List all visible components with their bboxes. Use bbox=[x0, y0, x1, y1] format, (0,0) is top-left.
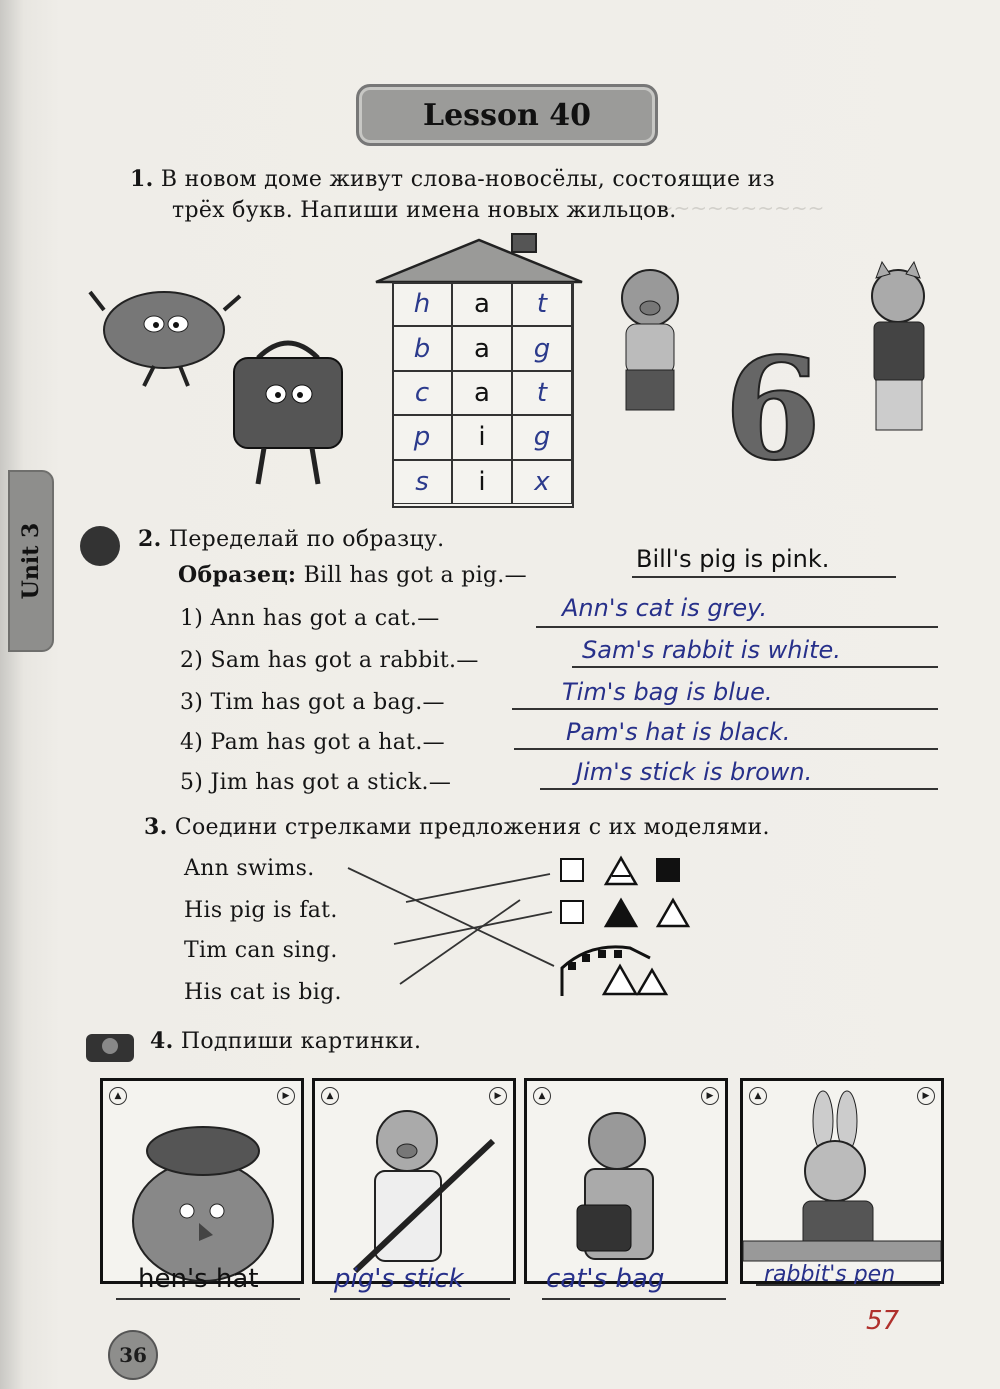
task4-icon bbox=[82, 1026, 138, 1066]
sentence-2: His pig is fat. bbox=[184, 898, 338, 923]
task2-example bbox=[178, 560, 527, 591]
unit-tab-label: Unit 3 bbox=[18, 522, 44, 600]
sentence-1: Ann swims. bbox=[184, 856, 315, 881]
task2-heading-text: Переделай по образцу. bbox=[168, 527, 445, 552]
caption-cat[interactable]: cat's bag bbox=[546, 1264, 665, 1294]
task3-number: 3. bbox=[144, 814, 168, 840]
example-label: Образец: bbox=[178, 562, 297, 588]
play-icon: ▲ bbox=[749, 1087, 767, 1105]
task1-text-line2: трёх букв. Напиши имена новых жильцов. bbox=[172, 198, 677, 223]
task4-number: 4. bbox=[150, 1028, 174, 1054]
grid-cell[interactable]: b bbox=[392, 326, 452, 370]
sentence-4: His cat is big. bbox=[184, 980, 342, 1005]
task2-icon bbox=[80, 526, 120, 566]
cat-illustration bbox=[527, 1101, 725, 1271]
page-number: 36 bbox=[108, 1330, 158, 1380]
play-icon: ▶ bbox=[489, 1087, 507, 1105]
task2-item4-prompt: 4) Pam has got a hat.— bbox=[180, 730, 445, 755]
task2-item4-answer[interactable]: Pam's hat is black. bbox=[566, 718, 791, 746]
grid-cell[interactable]: s bbox=[392, 460, 452, 504]
bag-character-illustration bbox=[218, 328, 358, 488]
svg-text:6: 6 bbox=[724, 328, 822, 492]
task2-item5-answer[interactable]: Jim's stick is brown. bbox=[576, 758, 813, 786]
task3-heading-text: Соедини стрелками предложения с их моделями. bbox=[174, 815, 770, 840]
grid-cell[interactable]: h bbox=[392, 282, 452, 326]
play-icon: ▲ bbox=[533, 1087, 551, 1105]
grid-cell[interactable]: c bbox=[392, 371, 452, 415]
task2-item1-prompt: 1) Ann has got a cat.— bbox=[180, 606, 440, 631]
play-icon: ▶ bbox=[917, 1087, 935, 1105]
grade-mark: 57 bbox=[866, 1306, 900, 1336]
answer-line bbox=[572, 666, 938, 668]
matching-arrows bbox=[340, 860, 570, 1000]
answer-line bbox=[632, 576, 896, 578]
task4-heading-text: Подпиши картинки. bbox=[180, 1029, 422, 1054]
grid-cell: a bbox=[452, 282, 512, 326]
model-triangle bbox=[604, 856, 638, 886]
lesson-title: Lesson 40 bbox=[356, 84, 658, 146]
unit-tab bbox=[8, 470, 54, 652]
picture-rabbit bbox=[740, 1078, 944, 1284]
model-giraffe-arch bbox=[560, 938, 670, 998]
grid-cell: i bbox=[452, 460, 512, 504]
answer-line bbox=[330, 1298, 510, 1300]
pig-illustration bbox=[315, 1101, 513, 1271]
answer-line bbox=[514, 748, 938, 750]
play-icon: ▲ bbox=[321, 1087, 339, 1105]
task2-item3-answer[interactable]: Tim's bag is blue. bbox=[562, 678, 773, 706]
grid-cell[interactable]: t bbox=[512, 371, 572, 415]
task2-item2-answer[interactable]: Sam's rabbit is white. bbox=[582, 636, 841, 664]
answer-line bbox=[536, 626, 938, 628]
model-black-triangle bbox=[604, 898, 638, 928]
six-character-illustration bbox=[684, 328, 822, 492]
play-icon: ▲ bbox=[109, 1087, 127, 1105]
play-icon: ▶ bbox=[277, 1087, 295, 1105]
house-roof bbox=[372, 234, 586, 284]
caption-rabbit[interactable]: rabbit's pen bbox=[764, 1262, 896, 1287]
answer-line bbox=[512, 708, 938, 710]
task2-item1-answer[interactable]: Ann's cat is grey. bbox=[562, 594, 768, 622]
task2-number: 2. bbox=[138, 526, 162, 552]
sentence-3: Tim can sing. bbox=[184, 938, 338, 963]
hen-illustration bbox=[103, 1111, 301, 1281]
play-icon: ▶ bbox=[701, 1087, 719, 1105]
picture-hen bbox=[100, 1078, 304, 1284]
task3-heading bbox=[144, 812, 770, 843]
grid-cell[interactable]: g bbox=[512, 415, 572, 459]
letter-grid bbox=[392, 282, 572, 504]
picture-pig bbox=[312, 1078, 516, 1284]
grid-cell[interactable]: x bbox=[512, 460, 572, 504]
answer-line bbox=[542, 1298, 726, 1300]
example-answer: Bill's pig is pink. bbox=[636, 545, 830, 573]
grid-cell: a bbox=[452, 371, 512, 415]
model-triangle bbox=[656, 898, 690, 928]
grid-cell[interactable]: p bbox=[392, 415, 452, 459]
grid-cell: i bbox=[452, 415, 512, 459]
grid-cell: a bbox=[452, 326, 512, 370]
grid-cell[interactable]: t bbox=[512, 282, 572, 326]
picture-cat bbox=[524, 1078, 728, 1284]
task1-number: 1. bbox=[130, 166, 154, 192]
rabbit-illustration bbox=[743, 1091, 941, 1261]
task2-item2-prompt: 2) Sam has got a rabbit.— bbox=[180, 648, 479, 673]
task1-text-line1: В новом доме живут слова-новосёлы, состоящие из bbox=[160, 167, 775, 192]
cat-character-illustration bbox=[844, 262, 954, 442]
answer-line bbox=[116, 1298, 300, 1300]
answer-line bbox=[540, 788, 938, 790]
answer-line bbox=[756, 1284, 940, 1286]
task2-heading bbox=[138, 524, 444, 555]
caption-hen: hen's hat bbox=[138, 1264, 259, 1294]
example-prompt: Bill has got a pig.— bbox=[303, 563, 527, 588]
caption-pig[interactable]: pig's stick bbox=[334, 1264, 464, 1294]
model-black-square bbox=[656, 858, 680, 882]
grid-cell[interactable]: g bbox=[512, 326, 572, 370]
task2-item3-prompt: 3) Tim has got a bag.— bbox=[180, 690, 445, 715]
task1-line1 bbox=[130, 164, 775, 195]
task4-heading bbox=[150, 1026, 421, 1057]
bleed-through-text: ~~~~~~~~~~~ bbox=[640, 196, 825, 220]
task2-item5-prompt: 5) Jim has got a stick.— bbox=[180, 770, 452, 795]
